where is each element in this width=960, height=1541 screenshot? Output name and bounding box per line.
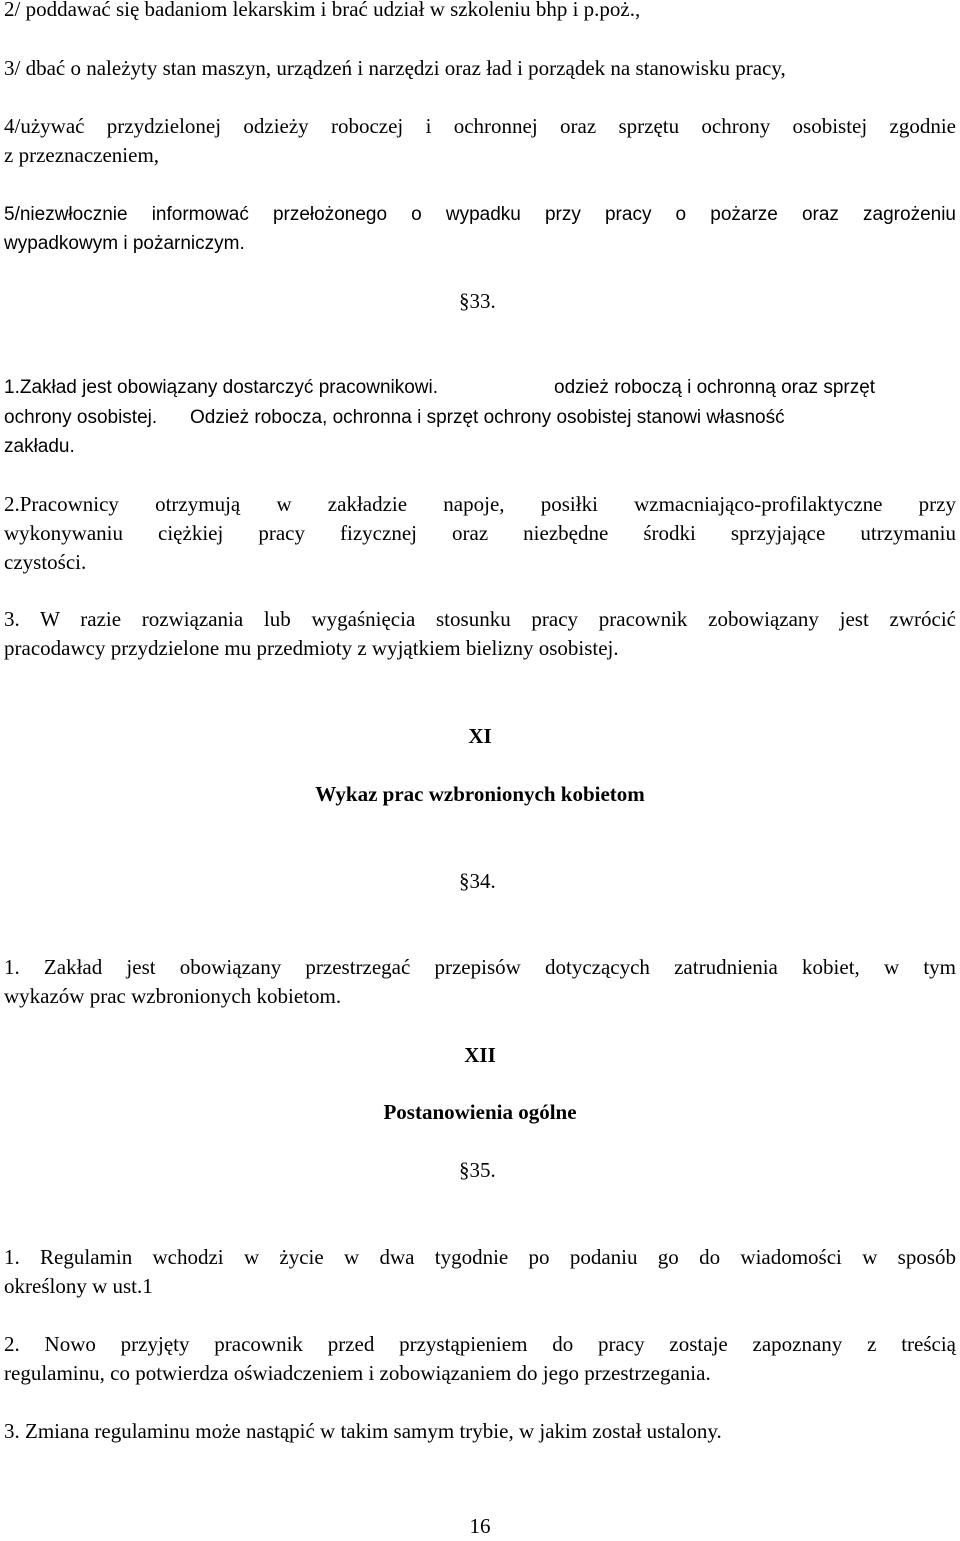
section-35-p2 xyxy=(4,1330,956,1388)
chapter-12-roman: XII xyxy=(464,1043,496,1067)
section-35-number: §35. xyxy=(459,1158,496,1182)
section-33-p2-line-2: wykonywaniu ciężkiej pracy fizycznej oraz niezbędne środki sprzyjające utrzymaniu xyxy=(4,521,956,545)
list-item-3: 3/ dbać o należyty stan maszyn, urządzeń i narzędzi oraz ład i porządek na stanowisku pracy, xyxy=(4,56,786,80)
section-33-number: §33. xyxy=(459,289,496,313)
section-33-p1-line-1b: odzież roboczą i ochronną oraz sprzęt xyxy=(554,377,876,398)
list-item-5 xyxy=(4,200,956,258)
section-35-p1-line-1: 1. Regulamin wchodzi w życie w dwa tygodnie po podaniu go do wiadomości w sposób xyxy=(4,1245,956,1269)
section-33-p3 xyxy=(4,605,956,663)
section-35-p1 xyxy=(4,1243,956,1301)
chapter-12-title: Postanowienia ogólne xyxy=(383,1100,577,1124)
section-33-p1-line-2a: ochrony osobistej. xyxy=(4,407,158,428)
page-number: 16 xyxy=(469,1514,491,1538)
section-33-p3-line-1: 3. W razie rozwiązania lub wygaśnięcia stosunku pracy pracownik zobowiązany jest zwrócić xyxy=(4,607,956,631)
section-35-p1-line-2: określony w ust.1 xyxy=(4,1274,153,1298)
section-33-p2 xyxy=(4,490,956,577)
list-item-4-line-2: z przeznaczeniem, xyxy=(4,143,160,167)
section-33-p1-line-1a: 1.Zakład jest obowiązany dostarczyć pracownikowi. xyxy=(4,377,439,398)
section-35-p2-line-2: regulaminu, co potwierdza oświadczeniem i zobowiązaniem do jego przestrzegania. xyxy=(4,1361,711,1385)
section-34-p1 xyxy=(4,953,956,1011)
section-35-p2-line-1: 2. Nowo przyjęty pracownik przed przystąpieniem do pracy zostaje zapoznany z treścią xyxy=(4,1332,956,1356)
list-item-4-line-1: 4/używać przydzielonej odzieży roboczej i ochronnej oraz sprzętu ochrony osobistej zgodnie xyxy=(4,114,956,138)
section-33-p2-line-3: czystości. xyxy=(4,550,87,574)
list-item-4 xyxy=(4,112,956,170)
list-item-2: 2/ poddawać się badaniom lekarskim i brać udział w szkoleniu bhp i p.poż., xyxy=(4,0,641,21)
chapter-11-title: Wykaz prac wzbronionych kobietom xyxy=(315,782,645,806)
section-34-p1-line-1: 1. Zakład jest obowiązany przestrzegać przepisów dotyczących zatrudnienia kobiet, w tym xyxy=(4,955,956,979)
section-34-p1-line-2: wykazów prac wzbronionych kobietom. xyxy=(4,984,342,1008)
list-item-5-line-2: wypadkowym i pożarniczym. xyxy=(4,233,245,254)
section-33-p3-line-2: pracodawcy przydzielone mu przedmioty z wyjątkiem bielizny osobistej. xyxy=(4,636,619,660)
section-33-p1-line-3: zakładu. xyxy=(4,436,75,457)
list-item-5-line-1: 5/niezwłocznie informować przełożonego o wypadku przy pracy o pożarze oraz zagrożeniu xyxy=(4,204,956,225)
section-35-p3: 3. Zmiana regulaminu może nastąpić w takim samym trybie, w jakim został ustalony. xyxy=(4,1419,722,1443)
section-34-number: §34. xyxy=(459,869,496,893)
chapter-11-roman: XI xyxy=(468,724,492,748)
section-33-p2-line-1: 2.Pracownicy otrzymują w zakładzie napoje, posiłki wzmacniająco-profilaktyczne przy xyxy=(4,492,956,516)
section-33-p1-line-2b: Odzież robocza, ochronna i sprzęt ochrony osobistej stanowi własność xyxy=(190,407,785,428)
